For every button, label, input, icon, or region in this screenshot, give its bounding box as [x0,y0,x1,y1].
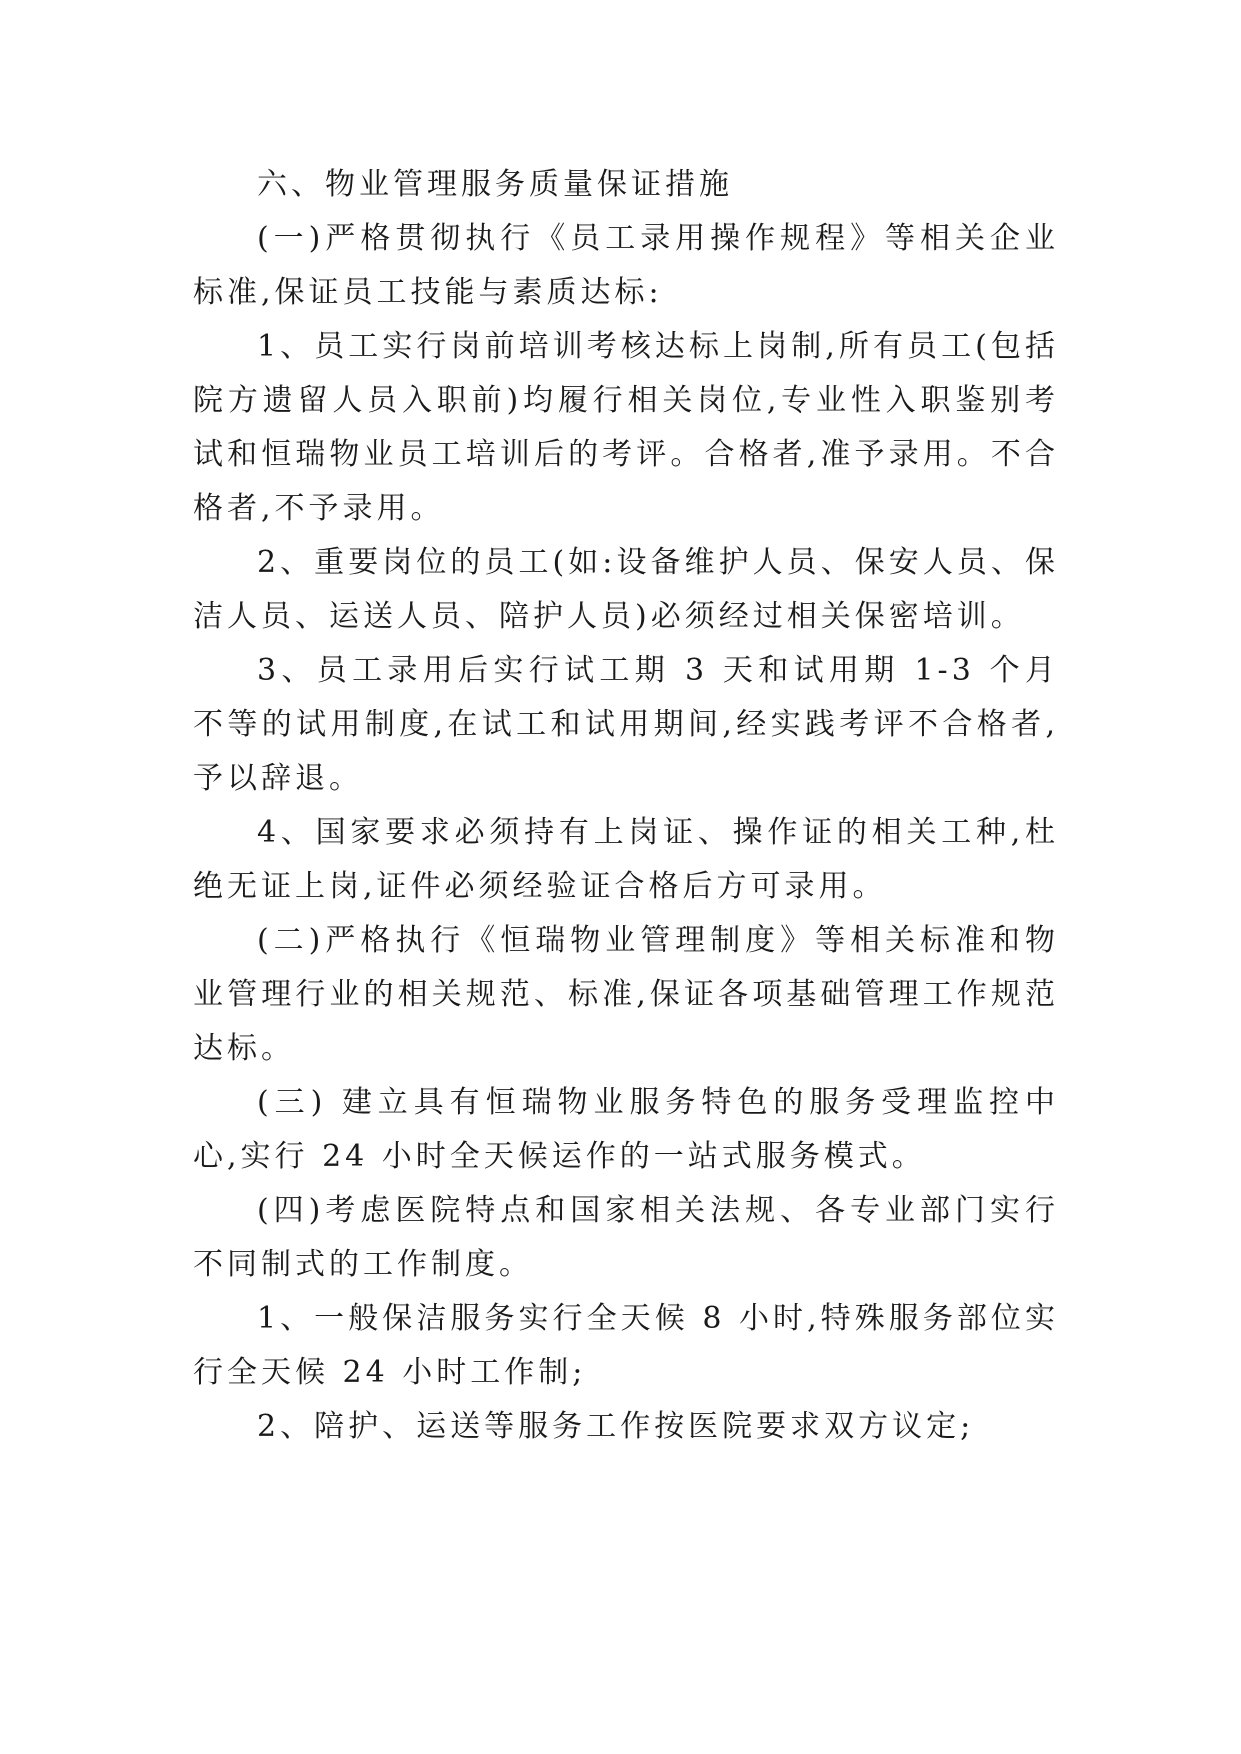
section-heading: 六、物业管理服务质量保证措施 [257,167,733,202]
paragraph-item-3: 2、重要岗位的员工(如:设备维护人员、保安人员、保洁人员、运送人员、陪护人员)必须经过相关保密培训。 [193,545,1059,634]
paragraph-item-8: (四)考虑医院特点和国家相关法规、各专业部门实行不同制式的工作制度。 [193,1193,1059,1282]
paragraph-item-9: 1、一般保洁服务实行全天候 8 小时,特殊服务部位实行全天候 24 小时工作制; [193,1301,1059,1390]
paragraph-item-2: 1、员工实行岗前培训考核达标上岗制,所有员工(包括院方遗留人员入职前)均履行相关岗位,专业性入职鉴别考试和恒瑞物业员工培训后的考评。合格者,准予录用。不合格者,不予录用。 [193,329,1059,526]
paragraph-item-4: 3、员工录用后实行试工期 3 天和试用期 1-3 个月不等的试用制度,在试工和试用期间,经实践考评不合格者,予以辞退。 [193,653,1059,796]
paragraph-item-6: (二)严格执行《恒瑞物业管理制度》等相关标准和物业管理行业的相关规范、标准,保证各项基础管理工作规范达标。 [193,923,1059,1066]
paragraph-item-10: 2、陪护、运送等服务工作按医院要求双方议定; [257,1409,975,1444]
paragraph-item-1: (一)严格贯彻执行《员工录用操作规程》等相关企业标准,保证员工技能与素质达标: [193,221,1059,310]
paragraph-item-5: 4、国家要求必须持有上岗证、操作证的相关工种,杜绝无证上岗,证件必须经验证合格后方可录用。 [193,815,1059,904]
document-body [193,158,1059,1454]
paragraph-item-7: (三) 建立具有恒瑞物业服务特色的服务受理监控中心,实行 24 小时全天候运作的一站式服务模式。 [193,1085,1059,1174]
